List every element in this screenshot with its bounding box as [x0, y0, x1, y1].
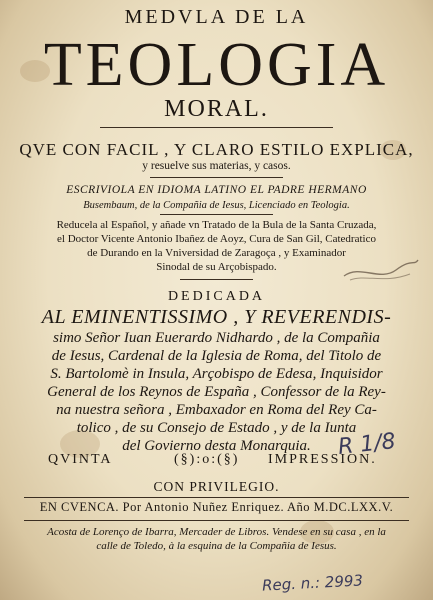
subtitle-line-1: QVE CON FACIL , Y CLARO ESTILO EXPLICA, — [19, 140, 414, 159]
dedication-line-7: tolico , de su Consejo de Estado , y de la Iunta — [76, 420, 357, 436]
register-number: Reg. n.: 2993 — [261, 571, 364, 595]
dedication-line-4: S. Bartolomè in Insula, Arçobispo de Edesa, Inquisidor — [50, 366, 383, 382]
dedication-line-8: del Govierno desta Monarquia. — [122, 438, 311, 454]
author-rule — [160, 214, 273, 215]
translation-line-3: de Durando en la Vniversidad de Zaragoça , y Examinador — [87, 247, 346, 259]
translation-line-2: el Doctor Vicente Antonio Ibañez de Aoyz, Cura de San Gil, Catedratico — [57, 233, 376, 245]
dedication-line-2: simo Señor Iuan Euerardo Nidhardo , de la Compañia — [53, 330, 380, 346]
bookseller-line-1: Acosta de Lorenço de Ibarra, Mercader de Libros. Vendese en su casa , en la — [47, 526, 386, 538]
privilege: CON PRIVILEGIO. — [153, 479, 280, 494]
subtitle-line-2: y resuelve sus materias, y casos. — [142, 160, 291, 172]
imprint-rule-bottom — [24, 520, 409, 521]
dedication-line-5: General de los Reynos de España , Confessor de la Rey- — [47, 384, 386, 400]
author-line-2: Busembaum, de la Compañia de Iesus, Licenciado en Teologia. — [83, 200, 350, 211]
author-line-1: ESCRIVIOLA EN IDIOMA LATINO EL PADRE HERMANO — [66, 184, 367, 196]
title-rule — [100, 127, 333, 128]
dedication-heading: DEDICADA — [167, 289, 266, 304]
translation-line-4: Sinodal de su Arçobispado. — [156, 261, 277, 273]
translation-line-1: Reducela al Español, y añade vn Tratado de la Bula de la Santa Cruzada, — [56, 219, 377, 231]
translation-rule — [180, 279, 253, 280]
title-line-3: MORAL. — [164, 96, 269, 122]
edition-label: QVINTA — [48, 452, 113, 467]
margin-annotation: R 1/8 — [336, 429, 397, 460]
imprint: EN CVENCA. Por Antonio Nuñez Enriquez. Año M.DC.LXX.V. — [39, 500, 394, 514]
bookseller-line-2: calle de Toledo, à la esquina de la Compañia de Iesus. — [96, 540, 337, 552]
dedication-line-6: na nuestra señora , Embaxador en Roma del Rey Ca- — [56, 402, 377, 418]
edition-impression: IMPRESSION. — [268, 452, 377, 467]
ink-scribble — [340, 256, 420, 286]
printer-ornament: (§):o:(§) — [174, 452, 240, 467]
subtitle-rule — [150, 177, 283, 178]
imprint-rule-top — [24, 497, 409, 498]
title-line-2: TEOLOGIA — [43, 31, 390, 99]
dedication-line-1: AL EMINENTISSIMO , Y REVERENDIS- — [41, 306, 392, 328]
dedication-line-3: de Iesus, Cardenal de la Iglesia de Roma, del Titolo de — [51, 348, 382, 364]
title-line-1: MEDVLA DE LA — [124, 6, 309, 28]
